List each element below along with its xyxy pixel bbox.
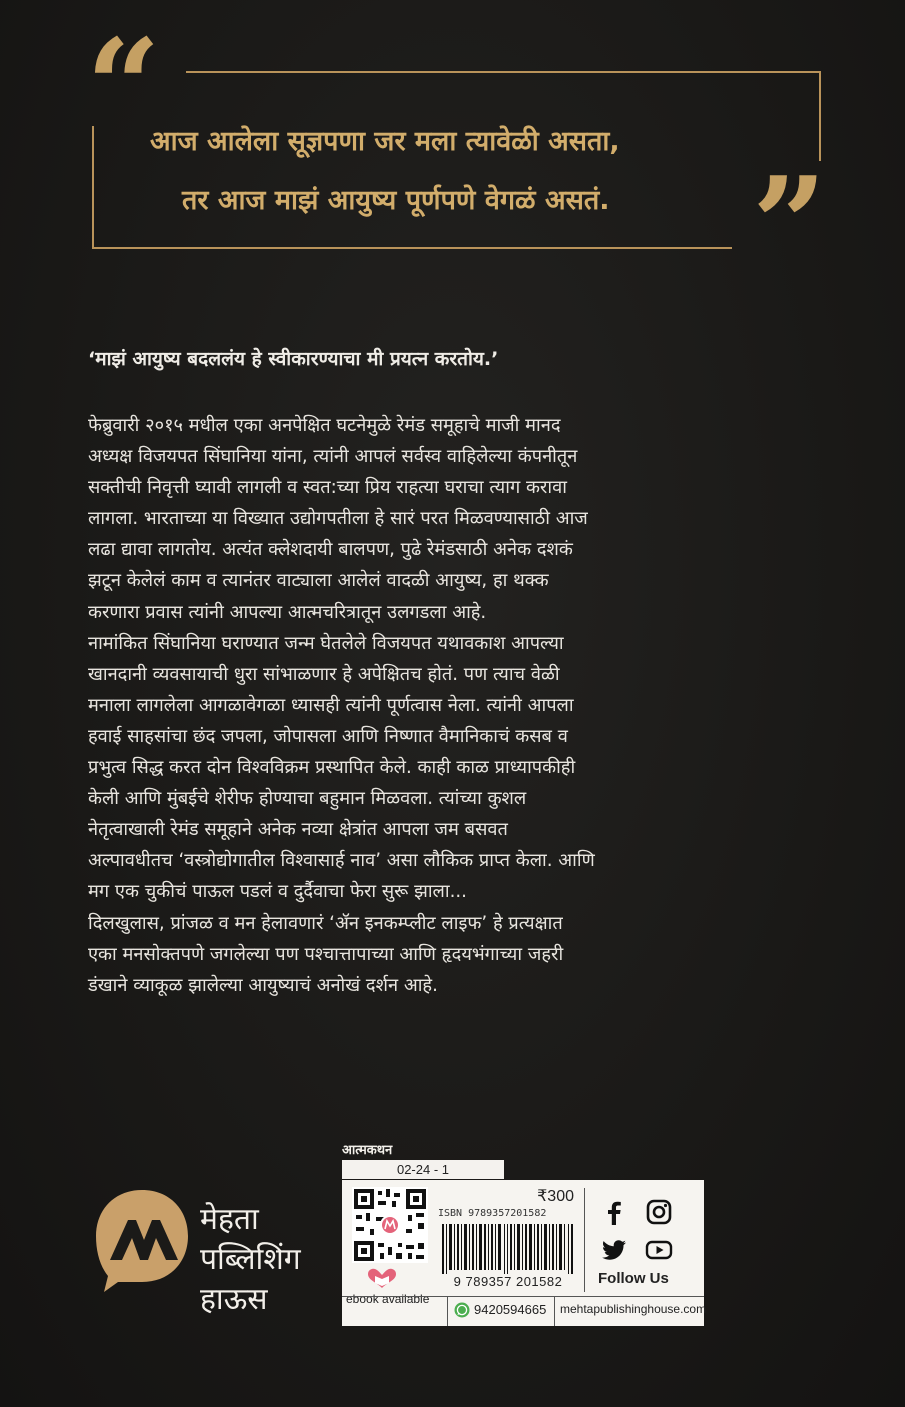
barcode-icon [442,1224,576,1274]
blurb-line: फेब्रुवारी २०१५ मधील एका अनपेक्षित घटनेमुळे रेमंड समूहाचे माजी मानद [88,415,561,436]
close-quote-mark: ” [752,148,827,301]
blurb-line: नेतृत्वाखाली रेमंड समूहाने अनेक नव्या क्षेत्रांत आपला जम बसवत [88,819,508,841]
website-url: mehtapublishinghouse.com [560,1302,707,1316]
blurb-line: हवाई साहसांचा छंद जपला, जोपासला आणि निष्णात वैमानिकाचं कसब व [88,725,568,747]
blurb-line: करणारा प्रवास त्यांनी आपल्या आत्मचरित्रातून उलगडला आहे. [88,601,487,623]
follow-us-label: Follow Us [598,1270,669,1287]
publisher-name-line-1: मेहता [200,1202,259,1237]
open-quote-mark: “ [86,10,161,163]
blurb-line: मनाला लागलेला आगळावेगळा ध्यासही त्यांनी पूर्णत्वास नेला. त्यांनी आपला [88,694,574,716]
category-label: आत्मकथन [342,1143,393,1158]
sticker-divider [584,1188,585,1292]
publisher-name-line-3: हाऊस [200,1282,268,1317]
youtube-icon [645,1236,673,1264]
price: ₹300 [537,1188,574,1205]
blurb [88,410,858,1001]
blurb-line: सक्तीची निवृत्ती घ्यावी लागली व स्वत:च्या प्रिय राहत्या घराचा त्याग करावा [88,477,567,499]
publisher-name-line-2: पब्लिशिंग [200,1242,301,1277]
barcode-number: 9 789357 201582 [453,1274,563,1289]
ebook-icon [366,1268,398,1290]
sticker-divider [554,1297,555,1326]
sticker-divider [447,1297,448,1326]
instagram-icon [645,1198,673,1226]
quote-frame-bottom [92,247,732,249]
blurb-line: डंखाने व्याकूळ झालेल्या आयुष्याचं अनोखं दर्शन आहे. [88,974,438,996]
blurb-line: केली आणि मुंबईचे शेरीफ होण्याचा बहुमान मिळवला. त्यांच्या कुशल [88,788,527,810]
phone-number: 9420594665 [474,1302,547,1317]
qr-code-icon [352,1187,428,1263]
catalog-code: 02-24 - 1 [342,1160,504,1179]
publisher-name [200,1200,301,1320]
blurb-line: दिलखुलास, प्रांजळ व मन हेलावणारं ‘ॲन इनकम्प्लीट लाइफ’ हे प्रत्यक्षात [88,912,563,934]
blurb-line: नामांकित सिंघानिया घराण्यात जन्म घेतलेले विजयपत यथावकाश आपल्या [88,632,564,654]
pull-quote-line-1: आज आलेला सूज्ञपणा जर मला त्यावेळी असता, [150,126,620,157]
publisher-logo-icon [92,1186,192,1294]
price-sticker [342,1180,707,1326]
tagline: ‘माझं आयुष्य बदललंय हे स्वीकारण्याचा मी प्रयत्न करतोय.’ [88,348,499,370]
blurb-line: लढा द्यावा लागतोय. अत्यंत क्लेशदायी बालपण, पुढे रेमंडसाठी अनेक दशकं [88,539,573,561]
blurb-line: अध्यक्ष विजयपत सिंघानिया यांना, त्यांनी आपलं सर्वस्व वाहिलेल्या कंपनीतून [88,446,578,468]
quote-frame-top [186,71,820,73]
blurb-line: लागला. भारताच्या या विख्यात उद्योगपतीला हे सारं परत मिळवण्यासाठी आज [88,508,588,530]
whatsapp-icon [454,1302,470,1318]
isbn-label: ISBN 9789357201582 [438,1208,547,1219]
sticker-divider [342,1296,704,1297]
pull-quote-line-2: तर आज माझं आयुष्य पूर्णपणे वेगळं असतं. [182,185,610,216]
twitter-icon [600,1236,628,1264]
blurb-line: अल्पावधीतच ‘वस्त्रोद्योगातील विश्वासार्ह नाव’ असा लौकिक प्राप्त केला. आणि [88,850,595,872]
blurb-line: मग एक चुकीचं पाऊल पडलं व दुर्दैवाचा फेरा सुरू झाला... [88,881,467,903]
facebook-icon [600,1198,628,1226]
blurb-line: खानदानी व्यवसायाची धुरा सांभाळणार हे अपेक्षितच होतं. पण त्याच वेळी [88,663,560,685]
blurb-line: प्रभुत्व सिद्ध करत दोन विश्वविक्रम प्रस्थापित केले. काही काळ प्राध्यापकीही [88,757,576,779]
blurb-line: झटून केलेलं काम व त्यानंतर वाट्याला आलेलं वादळी आयुष्य, हा थक्क [88,570,549,592]
blurb-line: एका मनसोक्तपणे जगलेल्या पण पश्चात्तापाच्या आणि हृदयभंगाच्या जहरी [88,943,564,965]
ebook-available-label: ebook available [346,1292,430,1306]
